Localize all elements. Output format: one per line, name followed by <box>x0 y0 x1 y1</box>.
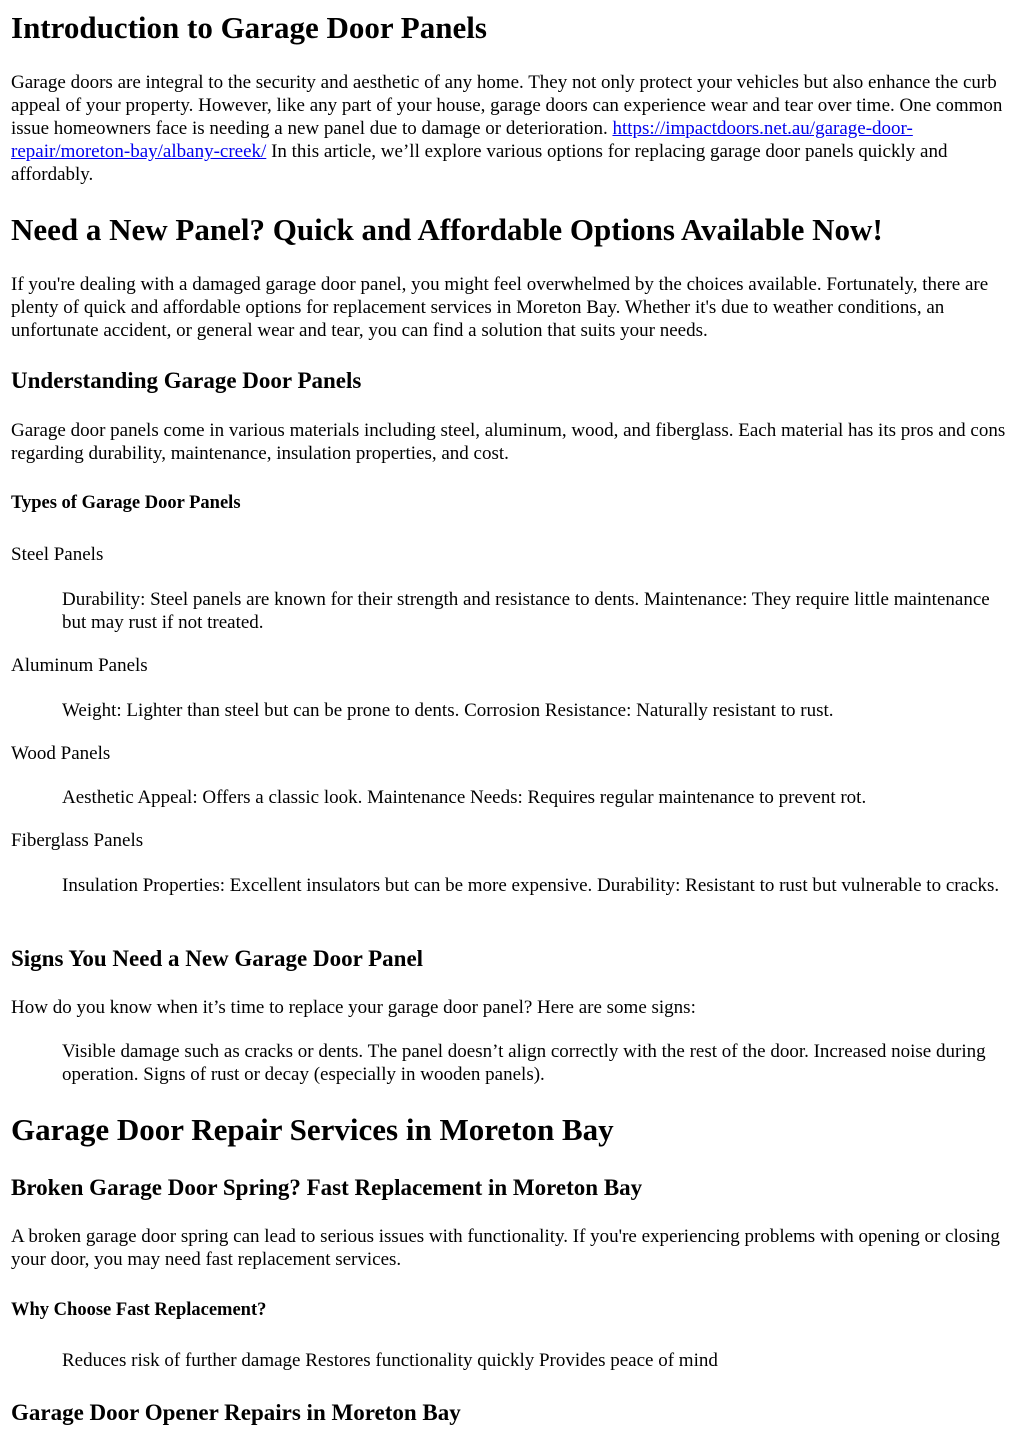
signs-paragraph: How do you know when it’s time to replace your garage door panel? Here are some signs: <box>11 997 696 1018</box>
signs-title: Signs You Need a New Garage Door Panel <box>11 946 424 971</box>
panel-type-name: Steel Panels <box>11 544 104 565</box>
spring-paragraph: A broken garage door spring can lead to serious issues with functionality. If you're experiencing problems with opening or closing your door, you may need fast replacement services. <box>11 1226 1000 1270</box>
intro-paragraph <box>11 71 1016 186</box>
repair-title: Garage Door Repair Services in Moreton Bay <box>11 1112 614 1147</box>
opener-title: Garage Door Opener Repairs in Moreton Bay <box>11 1400 461 1425</box>
panel-type-detail: Aesthetic Appeal: Offers a classic look. Maintenance Needs: Requires regular maintenance to prevent rot. <box>62 787 867 808</box>
why-title: Why Choose Fast Replacement? <box>11 1300 267 1320</box>
panel-type-detail: Durability: Steel panels are known for their strength and resistance to dents. Maintenance: They require little maintenance but may rust if not treated. <box>62 589 990 633</box>
intro-text: Garage doors are integral to the security and aesthetic of any home. They not only protect your vehicles but also enhance the curb appeal of your property. However, like any part of your house, garage doors can experience wear and tear over time. One common issue homeowners face is needing a new panel due to damage or deterioration. <box>11 72 1003 139</box>
panel-type-detail: Insulation Properties: Excellent insulators but can be more expensive. Durability: Resistant to rust but vulnerable to cracks. <box>62 875 1000 896</box>
panel-type-detail: Weight: Lighter than steel but can be prone to dents. Corrosion Resistance: Naturally resistant to rust. <box>62 700 834 721</box>
panel-type-name: Aluminum Panels <box>11 655 148 676</box>
spring-title: Broken Garage Door Spring? Fast Replacement in Moreton Bay <box>11 1175 643 1200</box>
panel-type-name: Wood Panels <box>11 743 111 764</box>
types-title: Types of Garage Door Panels <box>11 493 241 513</box>
intro-title: Introduction to Garage Door Panels <box>11 10 487 45</box>
intro-after-link: In this article, we’ll explore various options for replacing garage door panels quickly and affordably. <box>11 141 948 185</box>
signs-list: Visible damage such as cracks or dents. The panel doesn’t align correctly with the rest of the door. Increased noise during operation. Signs of rust or decay (especially in wooden panels). <box>62 1041 986 1085</box>
understanding-paragraph: Garage door panels come in various materials including steel, aluminum, wood, and fiberglass. Each material has its pros and cons regarding durability, maintenance, insulation properties, and cost. <box>11 420 1006 464</box>
why-list: Reduces risk of further damage Restores functionality quickly Provides peace of mind <box>62 1350 718 1371</box>
panel-type-name: Fiberglass Panels <box>11 830 144 851</box>
albany-creek-link[interactable]: https://impactdoors.net.au/garage-door-repair/moreton-bay/albany-creek/ <box>11 118 913 162</box>
new-panel-title: Need a New Panel? Quick and Affordable Options Available Now! <box>11 212 883 247</box>
new-panel-paragraph: If you're dealing with a damaged garage door panel, you might feel overwhelmed by the choices available. Fortunately, there are plenty of quick and affordable options for replacement services in Moreton Bay. Whether it's due to weather conditions, an unfortunate accident, or general wear and tear, you can find a solution that suits your needs. <box>11 274 989 341</box>
understanding-title: Understanding Garage Door Panels <box>11 368 362 393</box>
